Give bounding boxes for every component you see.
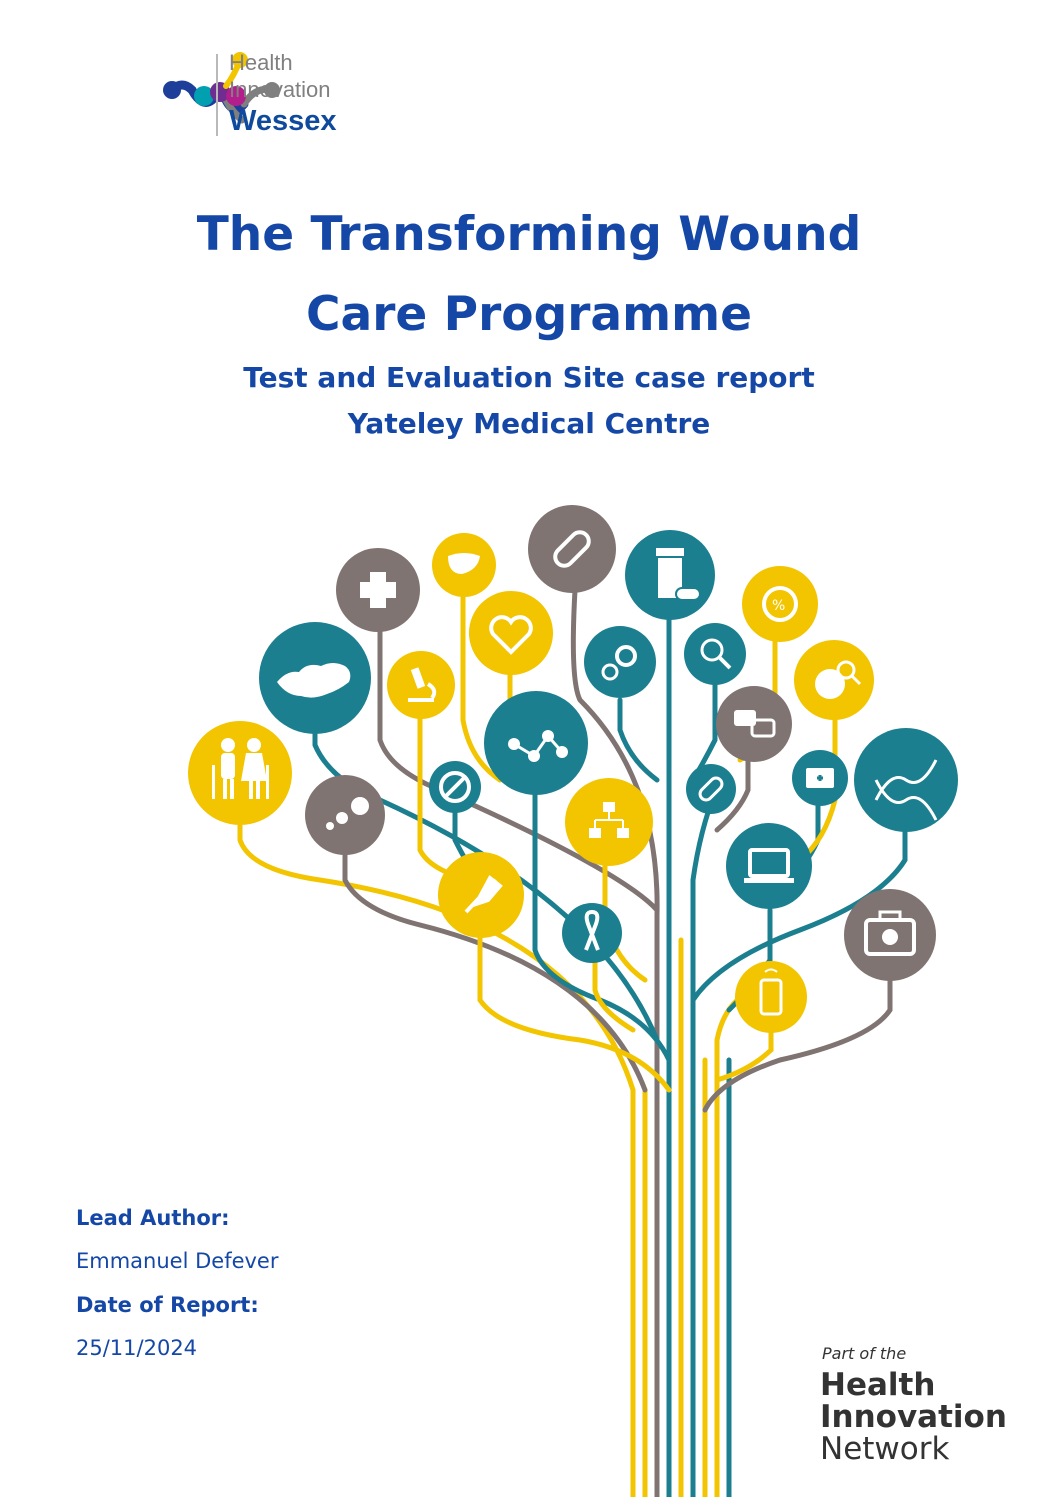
document-title-line1: The Transforming Wound [196, 207, 862, 262]
magnify-icon [684, 623, 746, 685]
footer-logo-health: Health [820, 1367, 936, 1403]
elderly-couple-icon [188, 721, 292, 825]
nodes-icon [305, 775, 385, 855]
footer-logo-innovation: Innovation [820, 1399, 1007, 1435]
heart-icon [469, 591, 553, 675]
logo-text-innovation: Innovation [229, 77, 331, 102]
medical-kit-icon [844, 889, 936, 981]
document-title-line2: Care Programme [306, 287, 752, 342]
lead-author-label: Lead Author: [76, 1206, 230, 1230]
logo-text-health: Health [229, 50, 293, 75]
syringe-icon [438, 852, 524, 938]
gears-icon [584, 626, 656, 698]
logo-text-wessex: Wessex [229, 105, 337, 137]
footer-logo-prefix: Part of the [822, 1344, 907, 1363]
liver-icon [432, 533, 496, 597]
document-subtitle-line2: Yateley Medical Centre [347, 407, 711, 440]
hierarchy-icon [565, 778, 653, 866]
first-aid-icon [792, 750, 848, 806]
report-date-value: 25/11/2024 [76, 1336, 198, 1360]
ribbon-icon [562, 903, 622, 963]
capsule-icon [686, 764, 736, 814]
laptop-icon [726, 823, 812, 909]
document-subtitle-line1: Test and Evaluation Site case report [243, 361, 815, 394]
lead-author-value: Emmanuel Defever [76, 1249, 279, 1273]
dna-icon [854, 728, 958, 832]
map-icon [259, 622, 371, 734]
medicine-bottle-icon [625, 530, 715, 620]
footer-logo-network: Network [820, 1431, 950, 1467]
no-entry-icon [429, 761, 481, 813]
plus-icon [336, 548, 420, 632]
svg-text:%: % [772, 598, 786, 614]
percent-icon [742, 566, 818, 642]
phone-icon [735, 961, 807, 1033]
report-date-label: Date of Report: [76, 1293, 259, 1317]
microscope-icon [387, 651, 455, 719]
speech-bubbles-icon [716, 686, 792, 762]
globe-search-icon [794, 640, 874, 720]
pill-icon [528, 505, 616, 593]
molecule-icon [484, 691, 588, 795]
